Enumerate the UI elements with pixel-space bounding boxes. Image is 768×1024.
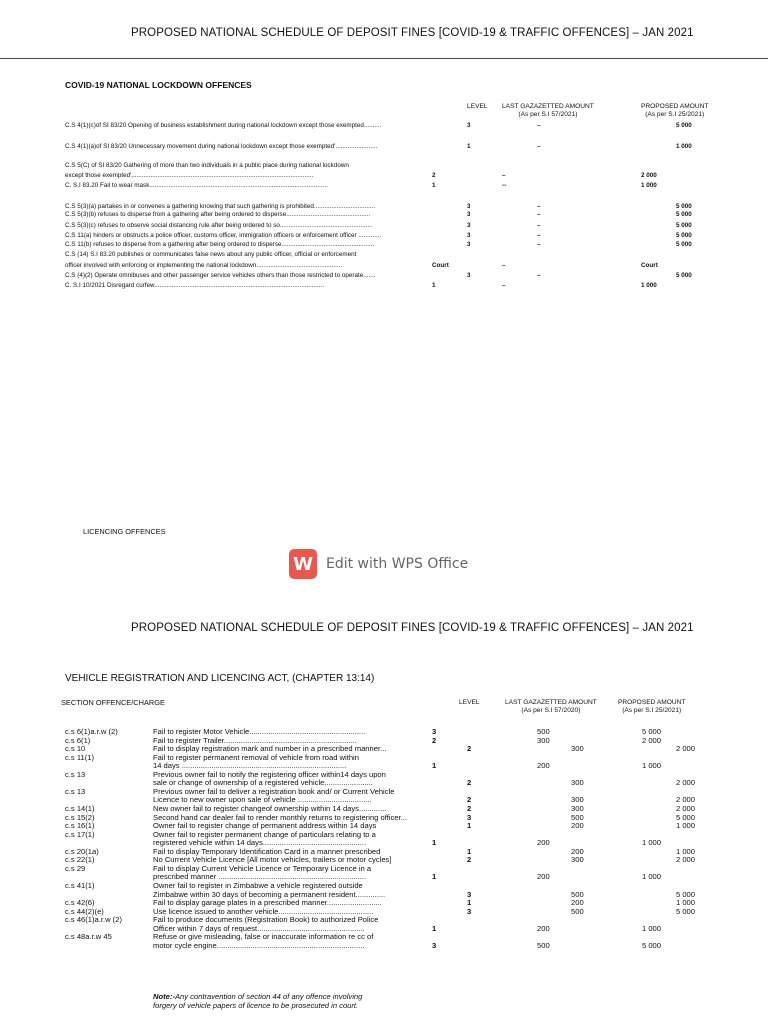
covid-offence-last-amount: – [502, 262, 506, 269]
covid-offence-text: C.S 4(1)(a)of SI 83/20 Unnecessary movement during national lockdown except those exempted'........................ [65, 143, 378, 150]
covid-offence-level: 3 [467, 211, 471, 218]
vehicle-offence-description: Fail to register permanent removal of vehicle from road within [153, 752, 359, 762]
covid-offence-text: C.S 11(a) hinders or obstructs a police officer, customs officer, immigration officers or enforcement officer ............. [65, 232, 382, 239]
vehicle-offence-proposed-amount: 5 000 [642, 727, 662, 736]
vehicle-offence-description: 14 days .............................................................................. [153, 761, 347, 771]
col2-level-header: LEVEL [459, 699, 480, 706]
vehicle-offence-last-amount: 500 [537, 727, 550, 736]
covid-offence-proposed-amount: 1 000 [641, 182, 657, 189]
vehicle-offence-proposed-amount: 2 000 [642, 735, 662, 745]
vehicle-offence-last-amount: 500 [571, 906, 584, 916]
vehicle-offence-description: Officer within 7 days of request................................................... [153, 923, 365, 933]
vehicle-offence-section: c.s 11(1) [65, 752, 94, 762]
vehicle-offence-level: 1 [467, 821, 472, 830]
col-proposed-si: (As per S.I 25/2021) [645, 111, 705, 118]
vehicle-offence-last-amount: 200 [571, 821, 584, 830]
wps-logo-icon: W [289, 549, 317, 579]
col2-proposed-label: PROPOSED AMOUNT [618, 699, 686, 706]
vehicle-offence-proposed-amount: 1 000 [676, 846, 696, 856]
covid-offence-proposed-amount: 1 000 [676, 143, 692, 150]
covid-offence-text: C.S 5(3)(b) refuses to disperse from a gathering after being ordered to disperse................................................ [65, 211, 371, 218]
covid-offence-last-amount: – [502, 172, 506, 179]
vehicle-offence-proposed-amount: 5 000 [676, 812, 696, 822]
vehicle-offence-section: c.s 13 [65, 786, 86, 796]
covid-offence-text: officer involved with enforcing or implementing the national lockdown................................................. [65, 262, 343, 269]
covid-offence-proposed-amount: 5 000 [676, 211, 692, 218]
covid-offence-proposed-amount: 5 000 [676, 241, 692, 248]
covid-offence-level: Court [432, 262, 449, 269]
vehicle-offence-description: motor cycle engine...................................................................... [153, 940, 365, 950]
vehicle-offence-description: Owner fail to register in Zimbabwe a vehicle registered outside [153, 880, 363, 890]
vehicle-offence-description: Second hand car dealer fail to render monthly returns to registering officer... [153, 812, 407, 822]
vehicle-offence-description: sale or change of ownership of a registered vehicle....................... [153, 778, 373, 788]
vehicle-offence-last-amount: 500 [537, 940, 550, 950]
vehicle-offence-last-amount: 300 [571, 778, 584, 788]
vehicle-offence-last-amount: 200 [537, 761, 550, 771]
covid-offence-text: C.S (14) S.I 83.20 publishes or communicates false news about any public officer, official or enforcement [65, 251, 357, 258]
vehicle-offence-level: 3 [432, 940, 437, 950]
vehicle-offence-last-amount: 200 [537, 872, 550, 882]
vehicle-offence-level: 2 [467, 855, 472, 865]
wps-edit-banner[interactable] [289, 549, 468, 579]
vehicle-offence-last-amount: 500 [571, 889, 584, 899]
vehicle-offence-proposed-amount: 2 000 [676, 804, 696, 813]
vehicle-offence-section: c.s 46(1)a.r.w (2) [65, 915, 122, 925]
covid-offence-text: C. S.I 83.20 Fail to wear mask...................................................................................................... [65, 182, 328, 189]
vehicle-offence-section: c.s 22(1) [65, 855, 95, 865]
note-text-2: forgery of vehicle papers of licence to be prosecuted in court. [153, 1000, 359, 1010]
vehicle-offence-description: prescribed manner ...................................................................... [153, 872, 367, 882]
vehicle-offence-description: Use licence issued to another vehicle............................................. [153, 906, 374, 916]
vehicle-offence-description: Fail to display registration mark and number in a prescribed manner... [153, 744, 387, 754]
page2-header: PROPOSED NATIONAL SCHEDULE OF DEPOSIT FINES [COVID-19 & TRAFFIC OFFENCES] – JAN 2021 [131, 622, 694, 634]
vehicle-offence-description: Previous owner fail to deliver a registration book and/ or Current Vehicle [153, 786, 395, 796]
vehicle-offence-last-amount: 500 [571, 812, 584, 822]
covid-offence-level: 1 [467, 143, 471, 150]
covid-offence-last-amount: – [537, 143, 541, 150]
vehicle-offence-level: 1 [467, 898, 472, 907]
vehicle-offence-description: Owner fail to register permanent change of particulars relating to a [153, 829, 376, 839]
vehicle-offence-section: c.s 16(1) [65, 821, 95, 830]
vehicle-offence-proposed-amount: 2 000 [676, 855, 696, 865]
col-last-amount-label: LAST GAZAZETTED AMOUNT [502, 103, 594, 110]
note [153, 993, 362, 1011]
licencing-offences-title: LICENCING OFFENCES [83, 527, 166, 536]
vehicle-offence-last-amount: 300 [571, 744, 584, 754]
vehicle-offence-proposed-amount: 1 000 [642, 838, 662, 848]
vehicle-offence-proposed-amount: 1 000 [676, 898, 696, 907]
covid-offence-level: 1 [432, 182, 436, 189]
covid-offence-level: 3 [467, 222, 471, 229]
note-text-1: Any contravention of section 44 of any offence involving [174, 992, 363, 1001]
vehicle-offence-level: 3 [467, 889, 472, 899]
vehicle-offence-last-amount: 200 [571, 846, 584, 856]
vehicle-offence-level: 2 [432, 735, 437, 745]
vehicle-offence-last-amount: 300 [571, 855, 584, 865]
vehicle-offence-section: c.s 42(6) [65, 898, 95, 907]
vehicle-offence-proposed-amount: 5 000 [676, 906, 696, 916]
vehicle-offence-last-amount: 300 [571, 795, 584, 805]
vehicle-offence-section: c.s 6(1) [65, 735, 91, 745]
header-divider [0, 58, 768, 59]
col2-proposed-header [618, 699, 685, 715]
vehicle-offence-section: c.s 20(1a) [65, 846, 99, 856]
vehicle-offence-last-amount: 300 [537, 735, 550, 745]
covid-offence-text: C.S 11(b) refuses to disperse from a gathering after being ordered to disperse..................................................... [65, 241, 375, 248]
vehicle-offence-description: Fail to display Temporary Identification Card in a manner prescribed [153, 846, 381, 856]
covid-offence-last-amount: – [537, 203, 541, 210]
vehicle-offence-level: 1 [432, 761, 437, 771]
covid-offence-last-amount: – [537, 211, 541, 218]
covid-offence-proposed-amount: 5 000 [676, 203, 692, 210]
covid-offence-last-amount: – [537, 122, 541, 129]
vehicle-offence-level: 2 [467, 778, 472, 788]
covid-offence-text: C.S (4)(2) Operate omnibuses and other passenger service vehicles others than those restricted to operate....... [65, 272, 376, 279]
covid-offence-last-amount: – [537, 241, 541, 248]
vehicle-offence-level: 3 [467, 906, 472, 916]
vehicle-offence-level: 2 [467, 795, 472, 805]
covid-offence-last-amount: – [537, 232, 541, 239]
covid-offence-level: 1 [432, 282, 436, 289]
vehicle-offence-section: c.s 29 [65, 863, 86, 873]
covid-offence-proposed-amount: Court [641, 262, 658, 269]
covid-offence-proposed-amount: 5 000 [676, 122, 692, 129]
vehicle-offence-proposed-amount: 2 000 [676, 795, 696, 805]
vehicle-offence-level: 1 [432, 838, 437, 848]
vehicle-offence-proposed-amount: 2 000 [676, 744, 696, 754]
col-section-header: SECTION OFFENCE/CHARGE [61, 698, 165, 707]
covid-offence-text: C.S 5(3)(a) partakes in or convenes a gathering knowing that such gathering is prohibited................................... [65, 203, 376, 210]
covid-offence-level: 3 [467, 241, 471, 248]
vehicle-offence-description: Refuse or give misleading, false or inaccurate information re cc of [153, 932, 374, 942]
vehicle-offence-section: c.s 14(1) [65, 804, 95, 813]
vehicle-offence-description: No Current Vehicle Licence [All motor vehicles, trailers or motor cycles] [153, 855, 392, 865]
vehicle-offence-last-amount: 300 [571, 804, 584, 813]
vehicle-offence-proposed-amount: 2 000 [676, 778, 696, 788]
vehicle-offence-level: 2 [467, 744, 472, 754]
vehicle-offence-level: 2 [467, 804, 472, 813]
vehicle-offence-level: 3 [432, 727, 437, 736]
col2-last-amount-label: LAST GAZAZETTED AMOUNT [505, 699, 597, 706]
vehicle-offence-description: Fail to display Current Vehicle Licence or Temporary Licence in a [153, 863, 372, 873]
vehicle-offence-description: Zimbabwe within 30 days of becoming a permanent resident.............. [153, 889, 386, 899]
vehicle-offence-section: c.s 48a.r.w 45 [65, 932, 112, 942]
covid-offence-text: C.S 4(1)(c)of SI 83/20 Opening of business establishment during national lockdown except those exempted.......... [65, 122, 382, 129]
vehicle-offence-proposed-amount: 1 000 [676, 821, 696, 830]
vehicle-offence-proposed-amount: 1 000 [642, 761, 662, 771]
page1-header: PROPOSED NATIONAL SCHEDULE OF DEPOSIT FINES [COVID-19 & TRAFFIC OFFENCES] – JAN 2021 [131, 27, 694, 39]
vehicle-offence-description: Licence to new owner upon sale of vehicle ................................... [153, 795, 372, 805]
col-proposed-header [641, 103, 708, 119]
covid-section-title: COVID-19 NATIONAL LOCKDOWN OFFENCES [65, 80, 252, 90]
vehicle-offence-description: New owner fail to register changeof ownership within 14 days............. [153, 804, 387, 813]
covid-offence-level: 3 [467, 272, 471, 279]
covid-offence-last-amount: – [537, 222, 541, 229]
vehicle-offence-description: registered vehicle within 14 days................................................. [153, 838, 367, 848]
vehicle-offence-description: Fail to produce documents (Registration Book) to authorized Police [153, 915, 379, 925]
vehicle-offence-description: Fail to register Motor Vehicle....................................................... [153, 727, 366, 736]
covid-offence-level: 3 [467, 203, 471, 210]
vehicle-offence-level: 1 [467, 846, 472, 856]
vehicle-offence-proposed-amount: 1 000 [642, 923, 662, 933]
note-label: Note:- [153, 992, 175, 1001]
covid-offence-text: except those exempted',....................................................................................................... [65, 172, 314, 179]
covid-offence-level: 3 [467, 122, 471, 129]
vehicle-offence-last-amount: 200 [537, 923, 550, 933]
covid-offence-last-amount: – [502, 282, 506, 289]
act-title: VEHICLE REGISTRATION AND LICENCING ACT, (CHAPTER 13:14) [65, 673, 375, 684]
vehicle-offence-proposed-amount: 5 000 [676, 889, 696, 899]
covid-offence-proposed-amount: 5 000 [676, 272, 692, 279]
wps-edit-label: Edit with WPS Office [326, 556, 469, 572]
col-last-amount-si: (As per S.I 57/2021) [518, 111, 578, 118]
vehicle-offence-description: Fail to register Trailer............................................................... [153, 735, 357, 745]
vehicle-offence-proposed-amount: 5 000 [642, 940, 662, 950]
vehicle-offence-level: 1 [432, 923, 437, 933]
covid-offence-proposed-amount: 1 000 [641, 282, 657, 289]
covid-offence-proposed-amount: 2 000 [641, 172, 657, 179]
vehicle-offence-last-amount: 200 [537, 838, 550, 848]
covid-offence-text: C. S.I 10/2021 Disregard curfew................................................................................................. [65, 282, 324, 289]
covid-offence-last-amount: -- [502, 182, 507, 189]
covid-offence-level: 2 [432, 172, 436, 179]
vehicle-offence-section: c.s 17(1) [65, 829, 95, 839]
vehicle-offence-last-amount: 200 [571, 898, 584, 907]
covid-offence-text: C.S 5(C) of SI 83/20 Gathering of more than two individuals in a public place during national lockdown [65, 162, 349, 169]
col2-last-amount-header [505, 699, 597, 715]
vehicle-offence-level: 3 [467, 812, 472, 822]
vehicle-offence-section: c.s 44(2)(e) [65, 906, 104, 916]
vehicle-offence-section: c.s 13 [65, 769, 86, 779]
vehicle-offence-section: c.s 10 [65, 744, 86, 754]
vehicle-offence-section: c.s 41(1) [65, 880, 95, 890]
covid-offence-proposed-amount: 5 000 [676, 222, 692, 229]
col-last-amount-header [502, 103, 594, 119]
col2-last-amount-si: (As per S.I 57/2020) [521, 707, 581, 714]
covid-offence-last-amount: – [537, 272, 541, 279]
vehicle-offence-description: Owner fail to register change of permanent address within 14 days [153, 821, 377, 830]
col-level-header: LEVEL [467, 103, 488, 110]
vehicle-offence-proposed-amount: 1 000 [642, 872, 662, 882]
covid-offence-text: C.S 5(3)(c) refuses to observe social distancing rule after being ordered to so..................................................... [65, 222, 373, 229]
col-proposed-label: PROPOSED AMOUNT [641, 103, 709, 110]
vehicle-offence-section: c.s 6(1)a.r.w (2) [65, 727, 118, 736]
vehicle-offence-description: Fail to display garage plates in a prescribed manner.......................... [153, 898, 382, 907]
vehicle-offence-section: c.s 15(2) [65, 812, 95, 822]
vehicle-offence-level: 1 [432, 872, 437, 882]
col2-proposed-si: (As per S.I 25/2021) [622, 707, 682, 714]
covid-offence-level: 3 [467, 232, 471, 239]
covid-offence-proposed-amount: 5 000 [676, 232, 692, 239]
vehicle-offence-description: Previous owner fail to notify the registering officer within14 days upon [153, 769, 386, 779]
